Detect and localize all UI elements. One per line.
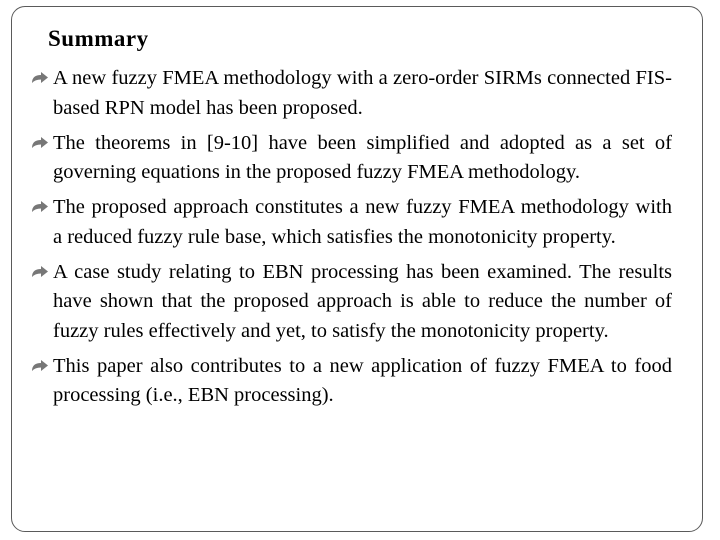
curled-arrow-bullet-icon xyxy=(30,266,50,280)
bullet-item xyxy=(30,64,672,123)
slide-title: Summary xyxy=(48,26,149,51)
bullet-item xyxy=(30,352,672,411)
curled-arrow-bullet-icon xyxy=(30,201,50,215)
bullet-text: The proposed approach constitutes a new fuzzy FMEA methodology with a reduced fuzzy rule base, which satisfies the monotonicity property. xyxy=(53,196,672,248)
bullet-text: The theorems in [9-10] have been simplified and adopted as a set of governing equations in the proposed fuzzy FMEA methodology. xyxy=(53,131,672,183)
bullet-list xyxy=(30,64,672,416)
bullet-item xyxy=(30,129,672,188)
bullet-item xyxy=(30,193,672,252)
bullet-text: This paper also contributes to a new application of fuzzy FMEA to food processing (i.e., EBN processing). xyxy=(53,354,672,406)
bullet-item xyxy=(30,258,672,347)
curled-arrow-bullet-icon xyxy=(30,360,50,374)
bullet-text: A new fuzzy FMEA methodology with a zero-order SIRMs connected FIS-based RPN model has been proposed. xyxy=(53,67,672,119)
curled-arrow-bullet-icon xyxy=(30,137,50,151)
curled-arrow-bullet-icon xyxy=(30,72,50,86)
bullet-text: A case study relating to EBN processing has been examined. The results have shown that the proposed approach is able to reduce the number of fuzzy rules effectively and yet, to satisfy the monotonicity property. xyxy=(53,260,672,342)
